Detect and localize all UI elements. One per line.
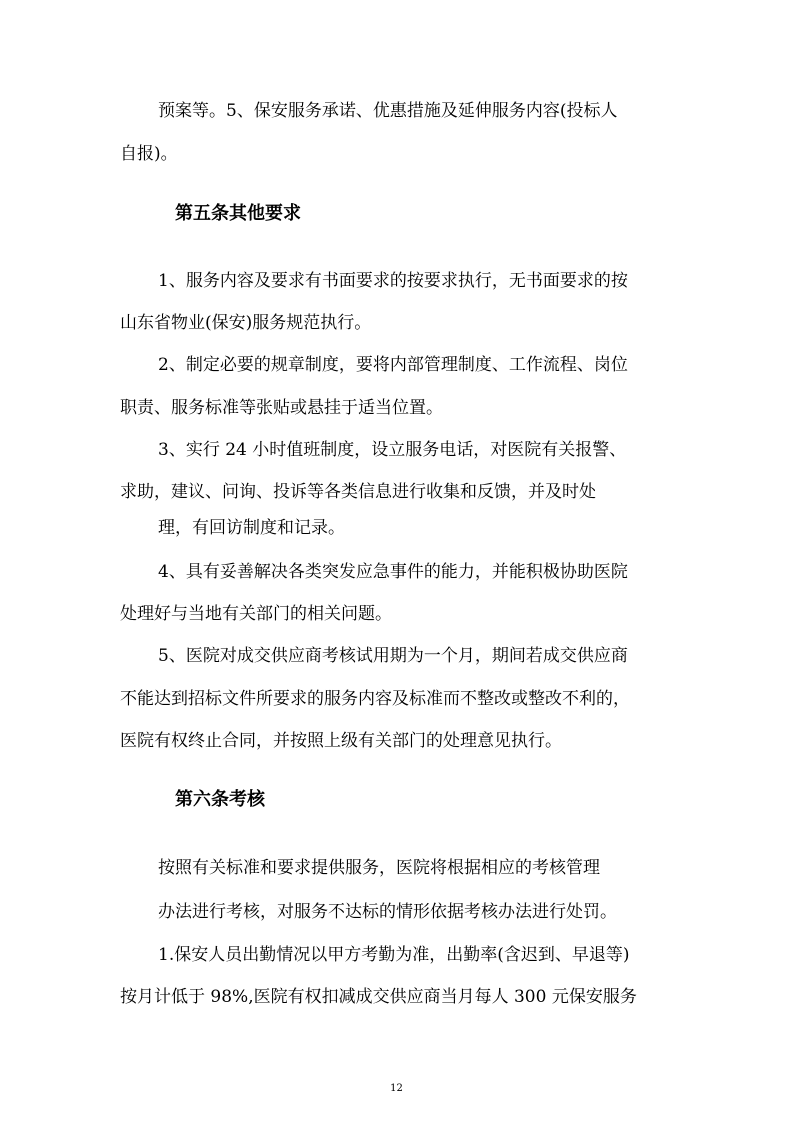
text-line: 山东省物业(保安)服务规范执行。 bbox=[120, 313, 372, 333]
page-number: 12 bbox=[390, 1083, 403, 1094]
text-line: 5、医院对成交供应商考核试用期为一个月，期间若成交供应商 bbox=[158, 646, 628, 666]
text-line: 职责、服务标准等张贴或悬挂于适当位置。 bbox=[120, 398, 443, 418]
text-line: 办法进行考核，对服务不达标的情形依据考核办法进行处罚。 bbox=[158, 902, 617, 922]
text-line: 3、实行 24 小时值班制度，设立服务电话，对医院有关报警、 bbox=[158, 440, 627, 460]
text-line: 4、具有妥善解决各类突发应急事件的能力，并能积极协助医院 bbox=[158, 562, 628, 582]
text-line: 1.保安人员出勤情况以甲方考勤为准，出勤率(含迟到、早退等) bbox=[158, 945, 630, 965]
section-heading: 第六条考核 bbox=[175, 789, 265, 810]
text-line: 医院有权终止合同，并按照上级有关部门的处理意见执行。 bbox=[120, 731, 562, 751]
text-line: 2、制定必要的规章制度，要将内部管理制度、工作流程、岗位 bbox=[158, 355, 628, 375]
text-line: 预案等。5、保安服务承诺、优惠措施及延伸服务内容(投标人 bbox=[158, 101, 618, 121]
text-line: 1、服务内容及要求有书面要求的按要求执行，无书面要求的按 bbox=[158, 271, 628, 291]
section-heading: 第五条其他要求 bbox=[175, 203, 301, 224]
text-line: 求助，建议、问询、投诉等各类信息进行收集和反馈，并及时处 bbox=[120, 482, 596, 502]
text-line: 按照有关标准和要求提供服务，医院将根据相应的考核管理 bbox=[158, 858, 600, 878]
text-line: 按月计低于 98%,医院有权扣减成交供应商当月每人 300 元保安服务 bbox=[120, 987, 637, 1007]
text-line: 处理好与当地有关部门的相关问题。 bbox=[120, 604, 392, 624]
text-line: 理，有回访制度和记录。 bbox=[158, 518, 345, 538]
text-line: 自报)。 bbox=[120, 144, 178, 164]
text-line: 不能达到招标文件所要求的服务内容及标准而不整改或整改不利的， bbox=[120, 689, 630, 709]
